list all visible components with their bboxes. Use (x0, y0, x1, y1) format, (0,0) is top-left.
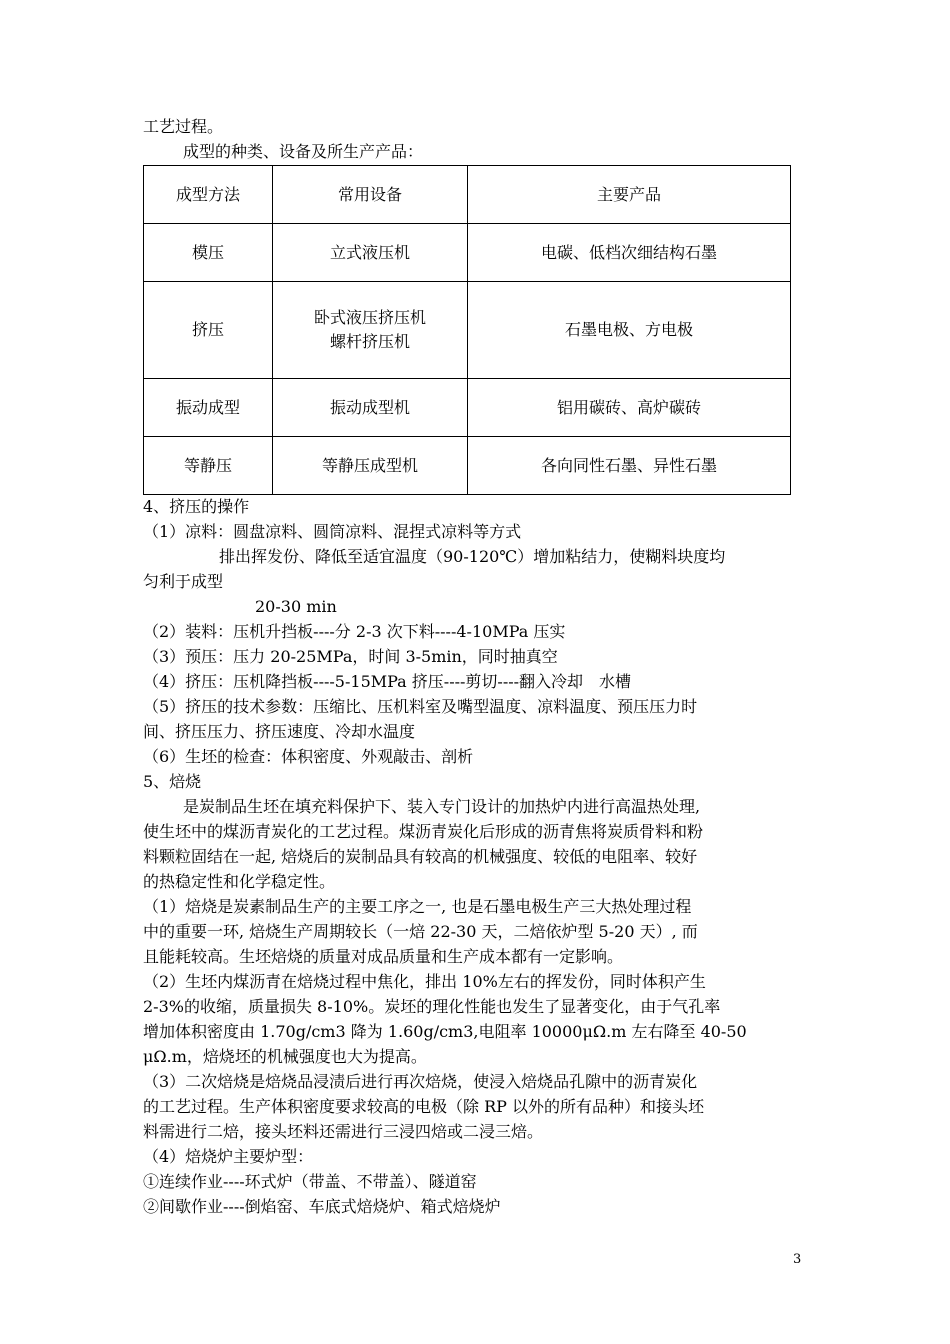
table-caption: 成型的种类、设备及所生产产品： (183, 142, 424, 161)
paragraph-line: （2）装料：压机升挡板----分 2-3 次下料----4-10MPa 压实 (143, 622, 566, 641)
paragraph-line: （2）生坯内煤沥青在焙烧过程中焦化，排出 10%左右的挥发份，同时体积产生 (143, 972, 706, 991)
table-header-row (144, 166, 791, 224)
table-cell: 振动成型机 (273, 379, 468, 437)
table-cell-multiline (273, 282, 468, 379)
table-cell: 模压 (144, 224, 273, 282)
paragraph-line: 2-3%的收缩，质量损失 8-10%。炭坯的理化性能也发生了显著变化，由于气孔率 (143, 997, 721, 1016)
paragraph-line: （4）挤压：压机降挡板----5-15MPa 挤压----剪切----翻入冷却 水槽 (143, 672, 632, 691)
page-number: 3 (793, 1252, 802, 1267)
paragraph-line: 增加体积密度由 1.70g/cm3 降为 1.60g/cm3,电阻率 10000μΩ.m 左右降至 40-50 (143, 1022, 747, 1041)
paragraph-line: 且能耗较高。生坯焙烧的质量对成品质量和生产成本都有一定影响。 (143, 947, 624, 966)
paragraph-line: 20-30 min (255, 597, 337, 616)
table-cell: 各向同性石墨、异性石墨 (468, 437, 791, 495)
table-header-cell: 常用设备 (273, 166, 468, 224)
section-heading: 4、挤压的操作 (143, 497, 250, 516)
table-cell: 铝用碳砖、高炉碳砖 (468, 379, 791, 437)
paragraph-line: （1）焙烧是炭素制品生产的主要工序之一, 也是石墨电极生产三大热处理过程 (143, 897, 692, 916)
paragraph-line: 工艺过程。 (143, 117, 224, 136)
table-cell: 挤压 (144, 282, 273, 379)
paragraph-line: （5）挤压的技术参数：压缩比、压机料室及嘴型温度、凉料温度、预压压力时 (143, 697, 698, 716)
table-row (144, 224, 791, 282)
paragraph-line: 的热稳定性和化学稳定性。 (143, 872, 336, 891)
paragraph-line: ①连续作业----环式炉（带盖、不带盖）、隧道窑 (143, 1172, 477, 1191)
table-cell: 振动成型 (144, 379, 273, 437)
table-cell: 石墨电极、方电极 (468, 282, 791, 379)
table-cell: 等静压 (144, 437, 273, 495)
paragraph-line: （6）生坯的检查：体积密度、外观敲击、剖析 (143, 747, 474, 766)
paragraph-line: μΩ.m，焙烧坯的机械强度也大为提高。 (143, 1047, 427, 1066)
paragraph-line: （4）焙烧炉主要炉型： (143, 1147, 314, 1166)
forming-methods-table (143, 165, 791, 495)
paragraph-line: 匀利于成型 (143, 572, 224, 591)
section-heading: 5、焙烧 (143, 772, 202, 791)
paragraph-line: 排出挥发份、降低至适宜温度（90-120℃）增加粘结力，使糊料块度均 (219, 547, 726, 566)
paragraph-line: 使生坯中的煤沥青炭化的工艺过程。煤沥青炭化后形成的沥青焦将炭质骨料和粉 (143, 822, 704, 841)
paragraph-line: 料需进行二焙，接头坯料还需进行三浸四焙或二浸三焙。 (143, 1122, 544, 1141)
table-row (144, 379, 791, 437)
table-header-cell: 成型方法 (144, 166, 273, 224)
table-cell: 电碳、低档次细结构石墨 (468, 224, 791, 282)
table-cell: 立式液压机 (273, 224, 468, 282)
paragraph-line: 间、挤压压力、挤压速度、冷却水温度 (143, 722, 416, 741)
table-header-cell: 主要产品 (468, 166, 791, 224)
paragraph-line: （1）凉料：圆盘凉料、圆筒凉料、混捏式凉料等方式 (143, 522, 522, 541)
paragraph-line: 料颗粒固结在一起, 焙烧后的炭制品具有较高的机械强度、较低的电阻率、较好 (143, 847, 698, 866)
paragraph-line: （3）预压：压力 20-25MPa，时间 3-5min，同时抽真空 (143, 647, 558, 666)
paragraph-line: 的工艺过程。生产体积密度要求较高的电极（除 RP 以外的所有品种）和接头坯 (143, 1097, 704, 1116)
paragraph-line: （3）二次焙烧是焙烧品浸渍后进行再次焙烧，使浸入焙烧品孔隙中的沥青炭化 (143, 1072, 698, 1091)
table-cell: 等静压成型机 (273, 437, 468, 495)
paragraph-line: ②间歇作业----倒焰窑、车底式焙烧炉、箱式焙烧炉 (143, 1197, 501, 1216)
paragraph-line: 中的重要一环, 焙烧生产周期较长（一焙 22-30 天，二焙依炉型 5-20 天）, 而 (143, 922, 698, 941)
table-cell-line: 卧式液压挤压机 (313, 308, 426, 327)
paragraph-line: 是炭制品生坯在填充料保护下、装入专门设计的加热炉内进行高温热处理, (183, 797, 701, 816)
table-cell-line: 螺杆挤压机 (329, 332, 410, 351)
table-row (144, 437, 791, 495)
table-row (144, 282, 791, 379)
